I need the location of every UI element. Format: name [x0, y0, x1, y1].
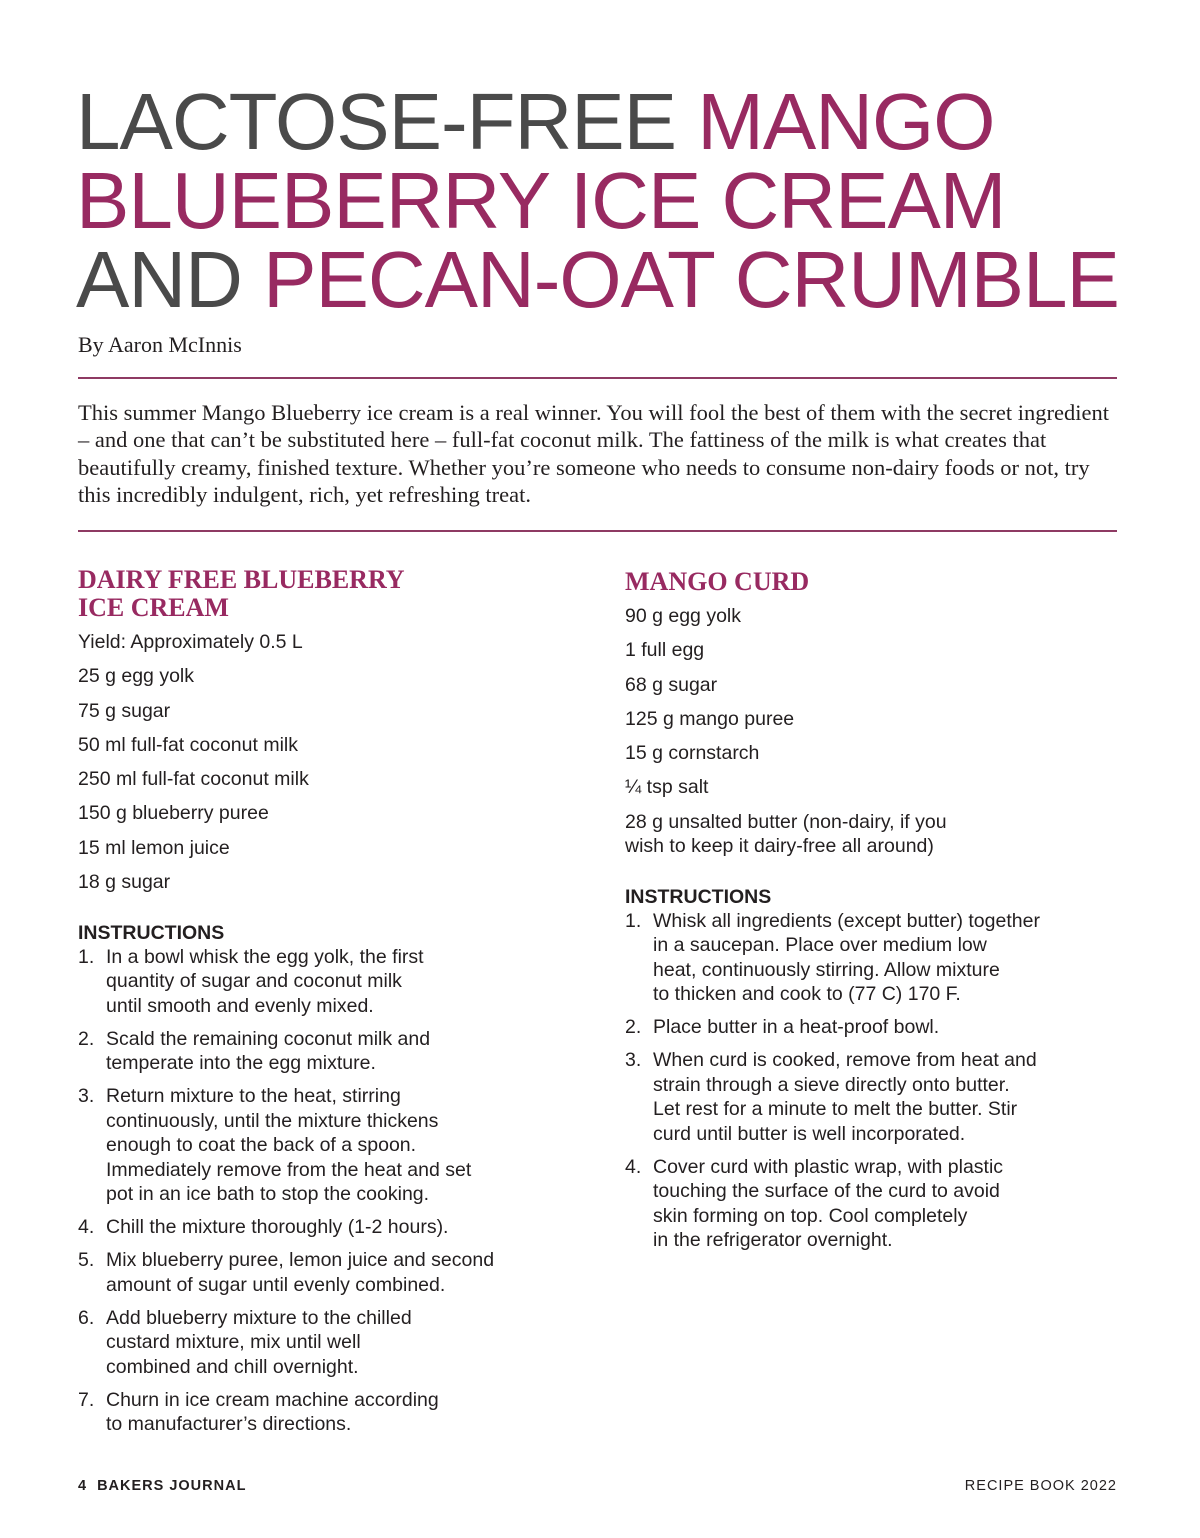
step-text-line: amount of sugar until evenly combined.	[106, 1273, 446, 1296]
step-number: 4.	[625, 1155, 642, 1178]
step-text-line: Let rest for a minute to melt the butter. Stir	[653, 1098, 1018, 1121]
divider-top	[78, 377, 1117, 379]
step-number: 5.	[78, 1249, 95, 1272]
section-heading-blueberry: DAIRY FREE BLUEBERRY ICE CREAM	[78, 565, 405, 622]
footer-issue: RECIPE BOOK 2022	[964, 1478, 1117, 1494]
step-text-line: touching the surface of the curd to avoid	[653, 1180, 1000, 1203]
step-text-line: combined and chill overnight.	[106, 1355, 359, 1378]
ingredient-item: 150 g blueberry puree	[78, 802, 269, 825]
step-text-line: enough to coat the back of a spoon.	[106, 1134, 417, 1157]
byline: By Aaron McInnis	[78, 332, 242, 357]
step-number: 1.	[625, 909, 642, 932]
step-text-line: Return mixture to the heat, stirring	[106, 1085, 401, 1108]
ingredient-list	[625, 604, 1095, 859]
instructions-heading: INSTRUCTIONS	[78, 921, 225, 944]
step-number: 3.	[625, 1049, 642, 1072]
ingredient-item: 75 g sugar	[78, 699, 171, 722]
step-number: 1.	[78, 945, 95, 968]
step-text-line: pot in an ice bath to stop the cooking.	[106, 1183, 430, 1206]
step-text-line: heat, continuously stirring. Allow mixture	[653, 958, 1000, 981]
ingredient-item: 1 full egg	[625, 639, 705, 662]
step-number: 3.	[78, 1085, 95, 1108]
step-number: 4.	[78, 1216, 95, 1239]
title-line-3: AND PECAN-OAT CRUMBLE	[76, 235, 1119, 324]
step-text-line: Place butter in a heat-proof bowl.	[653, 1016, 940, 1039]
step-text-line: in a saucepan. Place over medium low	[653, 934, 987, 957]
intro-paragraph: This summer Mango Blueberry ice cream is a real winner. You will fool the best of them with the secret ingredient – and one that can’t be substituted here – full-fat coconut milk. The fattiness of the milk is what creates that beautifully creamy, finished texture. Whether you’re someone who needs to consume non-dairy foods or not, try this incredibly indulgent, rich, yet refreshing treat.	[78, 400, 1109, 507]
step-text-line: Add blueberry mixture to the chilled	[106, 1306, 412, 1329]
instruction-step	[625, 909, 1095, 1007]
divider-bottom	[78, 530, 1117, 532]
section-heading-mango-curd: MANGO CURD	[625, 567, 810, 596]
step-text-line: In a bowl whisk the egg yolk, the first	[106, 945, 424, 968]
instruction-steps	[78, 945, 548, 1437]
ingredient-item: 25 g egg yolk	[78, 665, 195, 688]
instruction-step	[78, 1215, 548, 1240]
title-line-2: BLUEBERRY ICE CREAM	[76, 156, 1006, 245]
ingredient-item: 90 g egg yolk	[625, 605, 742, 627]
ingredient-item: ¼ tsp salt	[625, 776, 709, 799]
instruction-step	[78, 1084, 548, 1207]
instruction-step	[625, 1155, 1095, 1253]
step-text-line: Scald the remaining coconut milk and	[106, 1027, 431, 1050]
step-number: 7.	[78, 1388, 95, 1411]
step-text-line: curd until butter is well incorporated.	[653, 1122, 966, 1145]
title-line-1: LACTOSE-FREE MANGO	[76, 77, 995, 166]
footer-publication	[78, 1478, 246, 1494]
instruction-step	[78, 1388, 548, 1437]
ingredient-item: 15 ml lemon juice	[78, 836, 230, 859]
blueberry-ice-cream-column	[78, 566, 548, 1445]
ingredient-item: 28 g unsalted butter (non-dairy, if you wish to keep it dairy-free all around)	[625, 810, 947, 858]
step-text-line: custard mixture, mix until well	[106, 1331, 361, 1354]
instruction-step	[78, 1248, 548, 1297]
step-text-line: Whisk all ingredients (except butter) together	[653, 909, 1040, 932]
page-number: 4	[78, 1478, 88, 1494]
instructions-heading: INSTRUCTIONS	[625, 885, 772, 908]
step-text-line: in the refrigerator overnight.	[653, 1229, 893, 1252]
step-text-line: to manufacturer’s directions.	[106, 1413, 352, 1436]
step-text-line: Churn in ice cream machine according	[106, 1388, 439, 1411]
step-text-line: Cover curd with plastic wrap, with plastic	[653, 1155, 1004, 1178]
instruction-steps	[625, 909, 1095, 1253]
step-text-line: to thicken and cook to (77 C) 170 F.	[653, 983, 961, 1006]
step-text-line: until smooth and evenly mixed.	[106, 994, 374, 1017]
ingredient-item: 250 ml full-fat coconut milk	[78, 768, 309, 791]
step-text-line: temperate into the egg mixture.	[106, 1052, 376, 1075]
instruction-step	[625, 1015, 1095, 1040]
step-text-line: skin forming on top. Cool completely	[653, 1204, 968, 1227]
step-text-line: Immediately remove from the heat and set	[106, 1158, 472, 1181]
instruction-step	[78, 945, 548, 1019]
step-text-line: Mix blueberry puree, lemon juice and second	[106, 1249, 495, 1272]
ingredient-item: 18 g sugar	[78, 871, 171, 894]
ingredient-item: 68 g sugar	[625, 673, 718, 696]
instruction-step	[78, 1306, 548, 1380]
step-number: 2.	[78, 1027, 95, 1050]
ingredient-item: 50 ml full-fat coconut milk	[78, 733, 298, 756]
ingredient-item: Yield: Approximately 0.5 L	[78, 631, 303, 653]
step-number: 6.	[78, 1306, 95, 1329]
step-number: 2.	[625, 1016, 642, 1039]
step-text-line: strain through a sieve directly onto butter.	[653, 1073, 1010, 1096]
step-text-line: Chill the mixture thoroughly (1-2 hours).	[106, 1216, 449, 1239]
publication-name: BAKERS JOURNAL	[97, 1478, 247, 1494]
ingredient-list	[78, 630, 548, 895]
instruction-step	[78, 1027, 548, 1076]
instruction-step	[625, 1048, 1095, 1146]
ingredient-item: 15 g cornstarch	[625, 742, 760, 765]
mango-curd-column	[625, 566, 1095, 1261]
step-text-line: quantity of sugar and coconut milk	[106, 970, 402, 993]
step-text-line: When curd is cooked, remove from heat and	[653, 1049, 1037, 1072]
recipe-title	[76, 77, 1136, 324]
ingredient-item: 125 g mango puree	[625, 707, 795, 730]
step-text-line: continuously, until the mixture thickens	[106, 1109, 439, 1132]
